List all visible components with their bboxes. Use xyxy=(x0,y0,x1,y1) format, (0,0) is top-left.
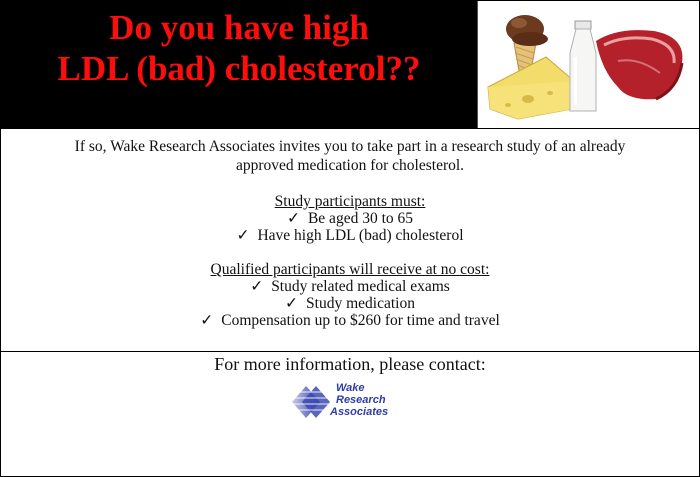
logo-word-2: Research xyxy=(336,394,386,406)
check-icon: ✓ xyxy=(200,312,214,329)
headline-line-1: Do you have high xyxy=(109,8,369,47)
study-details xyxy=(1,129,699,352)
food-illustration xyxy=(478,1,699,128)
benefits-title: Qualified participants will receive at no cost: xyxy=(210,261,490,278)
benefits-section xyxy=(1,261,699,329)
requirement-item: ✓ Have high LDL (bad) cholesterol xyxy=(236,227,464,244)
intro-line-2: approved medication for cholesterol. xyxy=(235,157,465,174)
logo-word-3: Associates xyxy=(330,406,389,418)
requirement-item: ✓ Be aged 30 to 65 xyxy=(286,210,414,227)
wake-research-logo xyxy=(292,380,414,420)
contact-section xyxy=(1,352,699,476)
headline xyxy=(1,7,477,89)
check-icon: ✓ xyxy=(285,295,299,312)
logo-word-1: Wake xyxy=(336,382,365,394)
headline-panel xyxy=(1,1,478,128)
check-icon: ✓ xyxy=(250,278,264,295)
benefit-item: ✓ Compensation up to $260 for time and travel xyxy=(200,312,500,329)
requirements-title: Study participants must: xyxy=(274,193,426,210)
benefit-item: ✓ Study related medical exams xyxy=(250,278,450,295)
check-icon: ✓ xyxy=(236,227,250,244)
milk-bottle-image xyxy=(570,21,596,111)
check-icon: ✓ xyxy=(286,210,300,227)
contact-text: For more information, please contact: xyxy=(214,354,486,374)
intro-paragraph xyxy=(21,137,679,175)
benefit-item: ✓ Study medication xyxy=(285,295,415,312)
flyer-header xyxy=(1,1,699,129)
cheese-image xyxy=(488,57,574,119)
steak-image xyxy=(596,30,682,99)
headline-line-2: LDL (bad) cholesterol?? xyxy=(57,49,421,88)
requirements-section xyxy=(1,193,699,244)
logo-mark-icon xyxy=(292,386,332,418)
intro-line-1: If so, Wake Research Associates invites you to take part in a research study of an already xyxy=(74,138,626,155)
